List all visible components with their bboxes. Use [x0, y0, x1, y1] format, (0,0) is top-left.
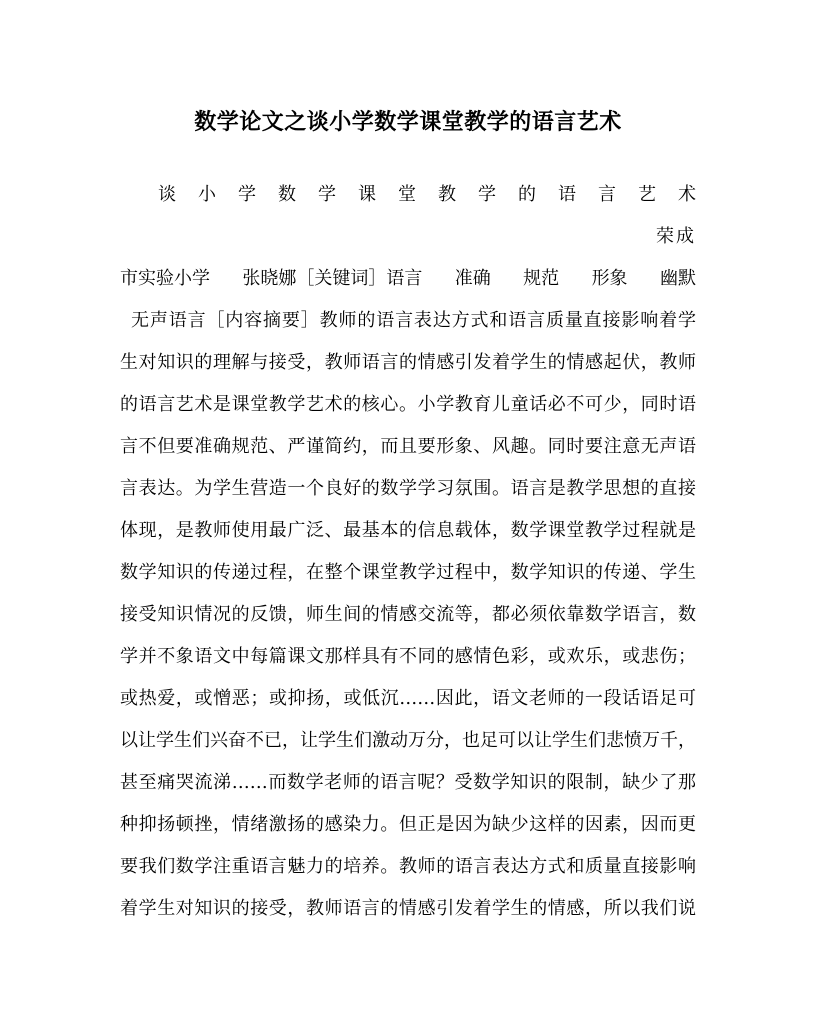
body-line: 的语言艺术是课堂教学艺术的核心。小学教育儿童话必不可少，同时语 — [120, 394, 696, 415]
subtitle-char: 数 — [278, 184, 296, 205]
subtitle-char: 小 — [198, 184, 216, 205]
subtitle-char: 学 — [238, 184, 256, 205]
subtitle-char: 艺 — [638, 184, 656, 205]
author-name: 荣成 — [656, 226, 696, 247]
document-title: 数学论文之谈小学数学课堂教学的语言艺术 — [194, 109, 622, 135]
body-line: 着学生对知识的接受，教师语言的情感引发着学生的情感，所以我们说 — [120, 898, 696, 919]
subtitle-char: 堂 — [398, 184, 416, 205]
keyword-line — [120, 264, 696, 294]
body-line: 接受知识情况的反馈，师生间的情感交流等，都必须依靠数学语言，数 — [120, 604, 696, 625]
body-line: 学并不象语文中每篇课文那样具有不同的感情色彩，或欢乐，或悲伤； — [120, 646, 696, 667]
body-line: 体现，是教师使用最广泛、最基本的信息载体，数学课堂教学过程就是 — [120, 520, 696, 541]
subtitle-char: 学 — [478, 184, 496, 205]
subtitle-char: 课 — [358, 184, 376, 205]
keyword-segment: 规范 — [523, 268, 560, 289]
keyword-segment: 幽默 — [659, 268, 696, 289]
subtitle-char: 谈 — [158, 184, 176, 205]
subtitle-line — [158, 180, 696, 210]
keyword-segment: 市实验小学 — [120, 268, 210, 289]
subtitle-char: 的 — [518, 184, 536, 205]
keyword-segment: 张晓娜［关键词］语言 — [242, 268, 423, 289]
body-line: 要我们数学注重语言魅力的培养。教师的语言表达方式和质量直接影响 — [120, 856, 696, 877]
body-line: 种抑扬顿挫，情绪激扬的感染力。但正是因为缺少这样的因素，因而更 — [120, 814, 696, 835]
subtitle-char: 教 — [438, 184, 456, 205]
body-line: 无声语言［内容摘要］教师的语言表达方式和语言质量直接影响着学 — [131, 310, 696, 331]
keyword-segment: 准确 — [454, 268, 491, 289]
body-line: 生对知识的理解与接受，教师语言的情感引发着学生的情感起伏，教师 — [120, 352, 696, 373]
subtitle-char: 术 — [678, 184, 696, 205]
body-line: 甚至痛哭流涕……而数学老师的语言呢？受数学知识的限制，缺少了那 — [120, 772, 696, 793]
subtitle-char: 言 — [598, 184, 616, 205]
subtitle-char: 语 — [558, 184, 576, 205]
keyword-segment: 形象 — [591, 268, 628, 289]
body-line: 言表达。为学生营造一个良好的数学学习氛围。语言是教学思想的直接 — [120, 478, 696, 499]
body-line: 言不但要准确规范、严谨简约，而且要形象、风趣。同时要注意无声语 — [120, 436, 696, 457]
body-line: 以让学生们兴奋不已，让学生们激动万分，也足可以让学生们悲愤万千， — [120, 730, 696, 751]
body-line: 数学知识的传递过程，在整个课堂教学过程中，数学知识的传递、学生 — [120, 562, 696, 583]
body-line: 或热爱，或憎恶；或抑扬，或低沉……因此，语文老师的一段话语足可 — [120, 688, 696, 709]
subtitle-char: 学 — [318, 184, 336, 205]
